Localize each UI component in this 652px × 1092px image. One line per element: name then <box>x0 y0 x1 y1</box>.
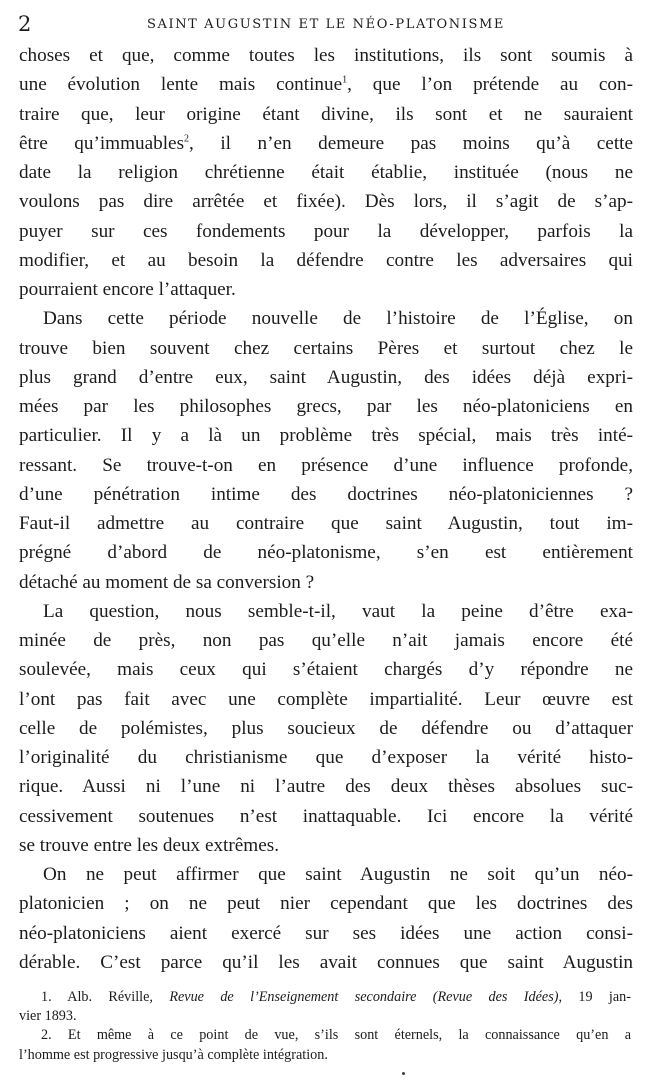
text-line: date la religion chrétienne était établie, instituée (nous ne <box>19 162 633 183</box>
text-line: rique. Aussi ni l’une ni l’autre des deux thèses absolues suc- <box>19 776 633 798</box>
text-line: choses et que, comme toutes les institutions, ils sont soumis à <box>19 45 633 66</box>
text-line: platonicien ; on ne peut nier cependant que les doctrines des <box>19 893 633 915</box>
footnote-1: 1. Alb. Réville, Revue de l’Enseignement secondaire (Revue des Idées), 19 jan- <box>41 989 631 1005</box>
footnote-2-continued: l’homme est progressive jusqu’à complète intégration. <box>19 1046 328 1063</box>
running-title: SAINT AUGUSTIN ET LE NÉO-PLATONISME <box>146 17 506 32</box>
text-line: Dans cette période nouvelle de l’histoire de l’Église, on <box>43 308 633 330</box>
main-text <box>19 41 633 977</box>
footnotes <box>19 988 631 1065</box>
text-line: celle de polémistes, plus soucieux de défendre ou d’attaquer <box>19 717 633 739</box>
print-mark <box>402 1072 405 1075</box>
text-line: se trouve entre les deux extrêmes. <box>19 834 279 856</box>
text-line: l’originalité du christianisme que d’exposer la vérité histo- <box>19 747 633 768</box>
text-line: La question, nous semble-t-il, vaut la peine d’être exa- <box>43 600 633 622</box>
text-line: d’une pénétration intime des doctrines néo-platoniciennes ? <box>19 483 633 505</box>
text-line: dérable. C’est parce qu’il les avait connues que saint Augustin <box>19 951 633 973</box>
text-line: ressant. Se trouve-t-on en présence d’une influence profonde, <box>19 454 633 476</box>
text-line: Faut-il admettre au contraire que saint Augustin, tout im- <box>19 513 633 534</box>
footnote-1-title: Revue de l’Enseignement secondaire (Revue des Idées) <box>169 989 559 1005</box>
text-line: voulons pas dire arrêtée et fixée). Dès lors, il s’agit de s’ap- <box>19 191 633 213</box>
text-line: minée de près, non pas qu’elle n’ait jamais encore été <box>19 630 633 651</box>
page-number: 2 <box>18 12 32 36</box>
text-line: une évolution lente mais continue$^1$, que l’on prétende au con- <box>19 74 633 96</box>
footnote-ref-1: 1 <box>342 74 348 86</box>
text-line: néo-platoniciens aient exercé sur ses idées une action consi- <box>19 922 633 944</box>
text-line: être qu’immuables$^2$, il n’en demeure pas moins qu’à cette <box>19 132 633 154</box>
footnote-1-continued: vier 1893. <box>19 1008 77 1025</box>
text-line: prégné d’abord de néo-platonisme, s’en est entièrement <box>19 542 633 564</box>
text-line: On ne peut affirmer que saint Augustin ne soit qu’un néo- <box>43 864 633 885</box>
text-line: trouve bien souvent chez certains Pères et surtout chez le <box>19 337 633 359</box>
text-line: modifier, et au besoin la défendre contre les adversaires qui <box>19 249 633 271</box>
text-line: l’ont pas fait avec une complète impartialité. Leur œuvre est <box>19 688 633 710</box>
text-line: cessivement soutenues n’est inattaquable. Ici encore la vérité <box>19 805 633 827</box>
running-head <box>18 12 634 36</box>
footnote-ref-2: 2 <box>184 133 190 145</box>
text-line: particulier. Il y a là un problème très spécial, mais très inté- <box>19 425 633 447</box>
text-line: puyer sur ces fondements pour la développer, parfois la <box>19 220 633 242</box>
text-line: plus grand d’entre eux, saint Augustin, des idées déjà expri- <box>19 366 633 388</box>
text-line: traire que, leur origine étant divine, ils sont et ne sauraient <box>19 103 633 125</box>
footnote-2: 2. Et même à ce point de vue, s’ils sont éternels, la connaissance qu’en a <box>41 1027 631 1044</box>
text-line: pourraient encore l’attaquer. <box>19 279 236 300</box>
text-line: mées par les philosophes grecs, par les néo-platoniciens en <box>19 396 633 417</box>
text-line: soulevée, mais ceux qui s’étaient chargés d’y répondre ne <box>19 659 633 681</box>
text-line: détaché au moment de sa conversion ? <box>19 571 315 593</box>
